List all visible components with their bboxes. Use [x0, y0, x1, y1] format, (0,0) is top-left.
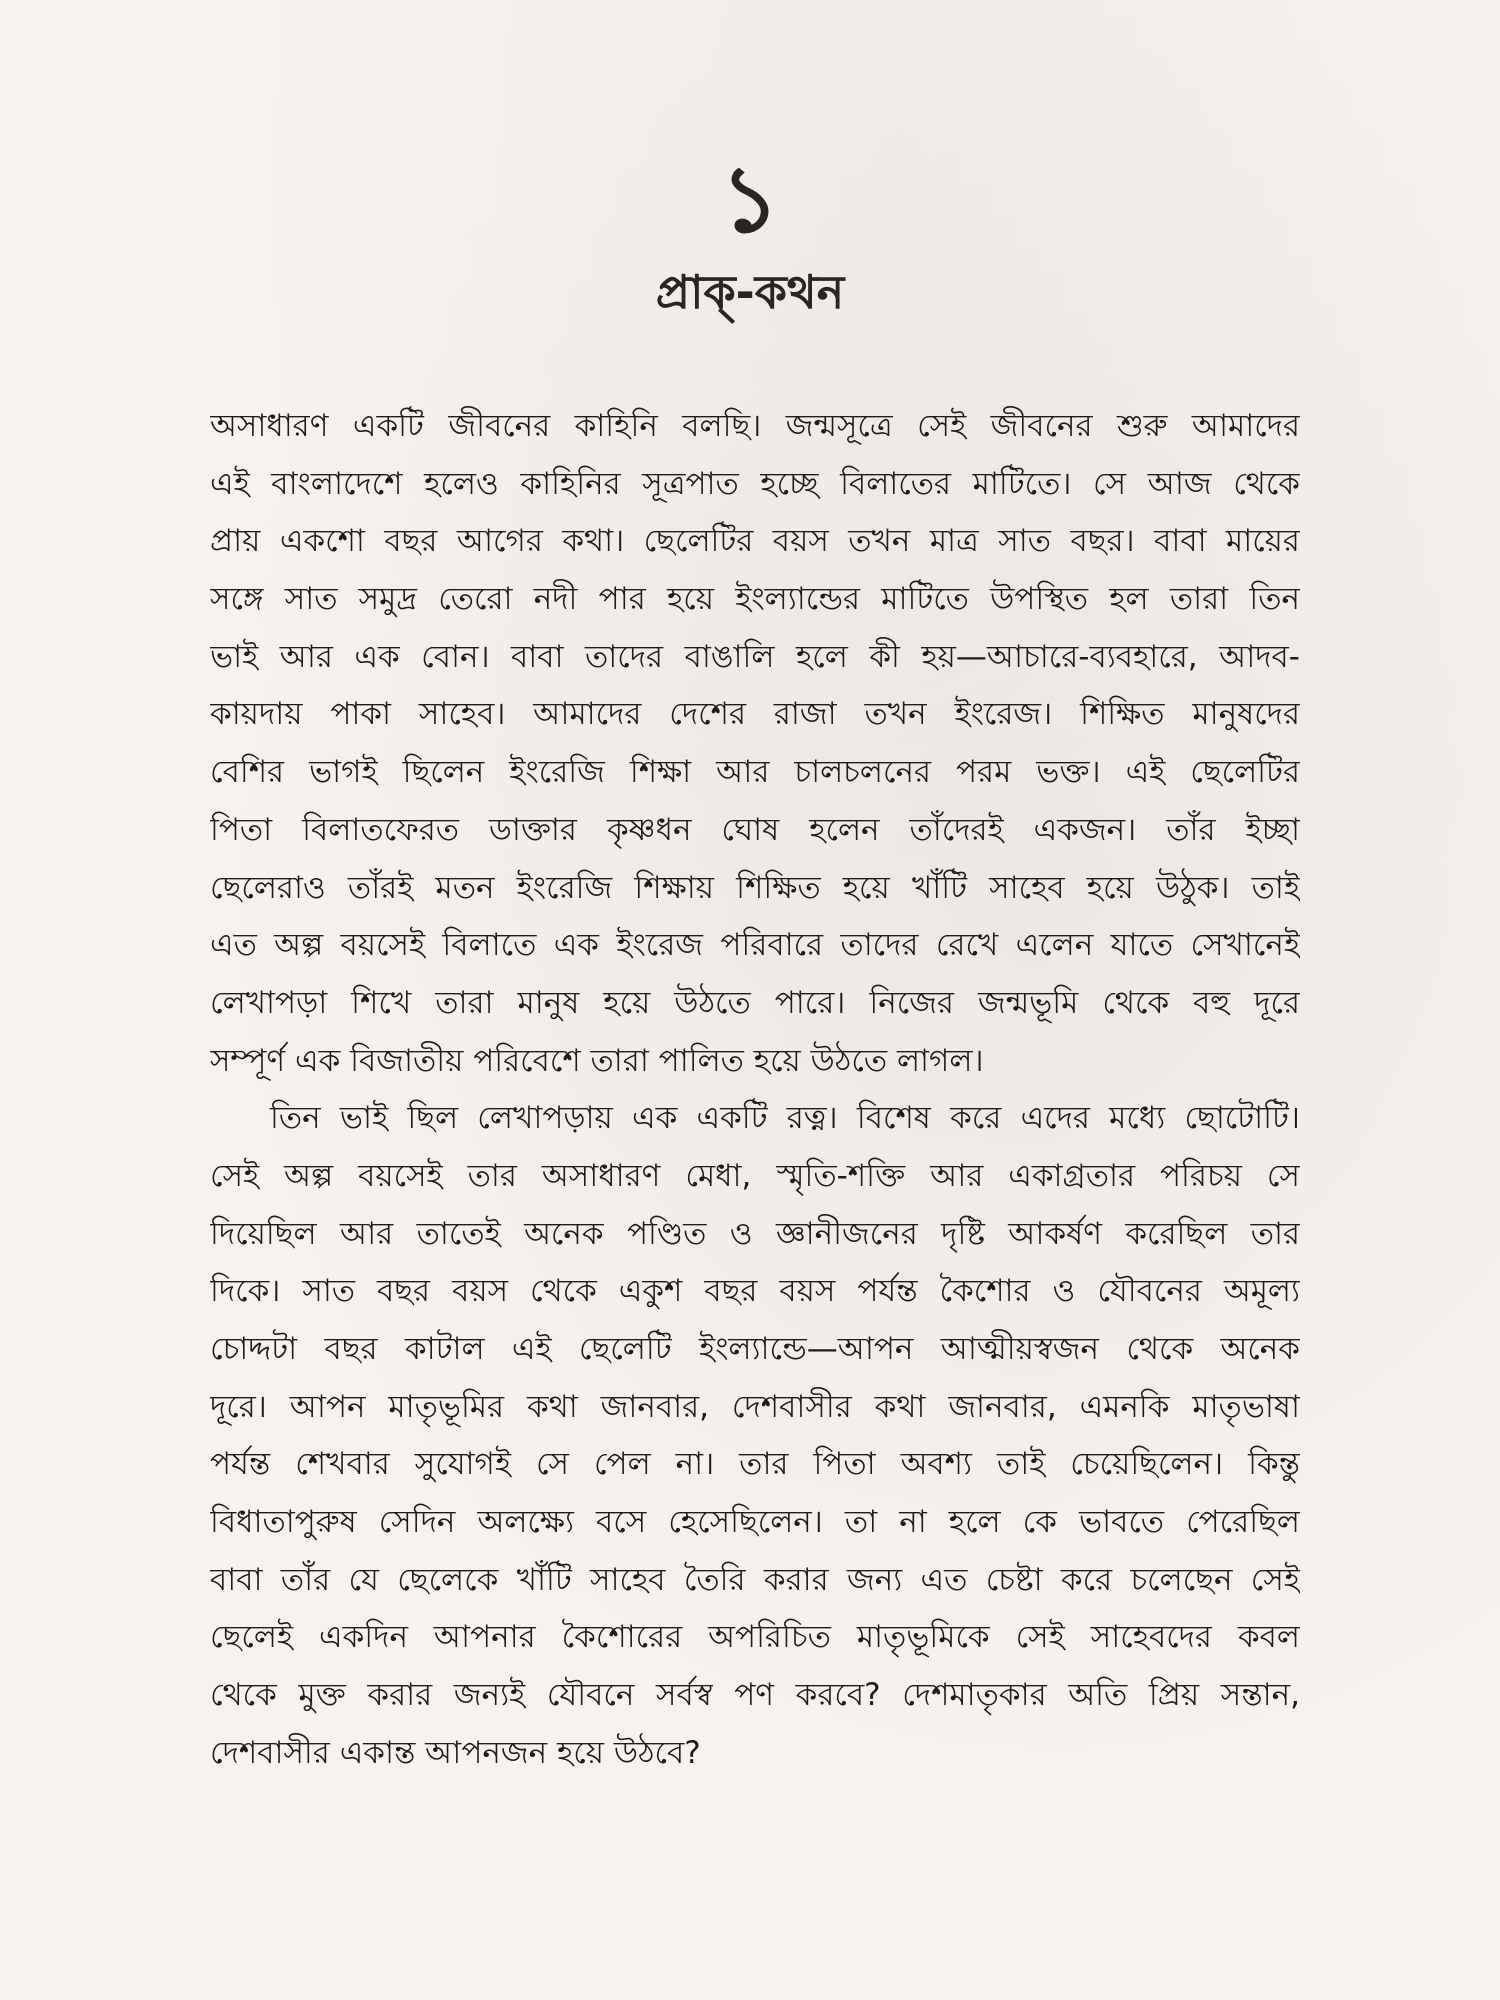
text-line: থেকে মুক্ত করার জন্যই যৌবনে সর্বস্ব পণ করবে? দেশমাতৃকার অতি প্রিয় সন্তান,: [210, 1677, 1300, 1714]
text-line: বেশির ভাগই ছিলেন ইংরেজি শিক্ষা আর চালচলনের পরম ভক্ত। এই ছেলেটির: [210, 754, 1300, 791]
text-line: এত অল্প বয়সেই বিলাতে এক ইংরেজ পরিবারে তাদের রেখে এলেন যাতে সেখানেই: [210, 927, 1300, 964]
text-line: লেখাপড়া শিখে তারা মানুষ হয়ে উঠতে পারে। নিজের জন্মভূমি থেকে বহু দূরে: [210, 984, 1300, 1021]
text-line: দূরে। আপন মাতৃভূমির কথা জানবার, দেশবাসীর কথা জানবার, এমনকি মাতৃভাষা: [210, 1388, 1300, 1425]
text-line: তিন ভাই ছিল লেখাপড়ায় এক একটি রত্ন। বিশেষ করে এদের মধ্যে ছোটোটি।: [270, 1100, 1300, 1137]
text-line: ছেলেই একদিন আপনার কৈশোরের অপরিচিত মাতৃভূমিকে সেই সাহেবদের কবল: [210, 1619, 1300, 1656]
text-line: পর্যন্ত শেখবার সুযোগই সে পেল না। তার পিতা অবশ্য তাই চেয়েছিলেন। কিন্তু: [210, 1446, 1300, 1483]
text-line: অসাধারণ একটি জীবনের কাহিনি বলছি। জন্মসূত্রে সেই জীবনের শুরু আমাদের: [210, 408, 1300, 444]
text-line: ভাই আর এক বোন। বাবা তাদের বাঙালি হলে কী হয়—আচারে-ব্যবহারে, আদব-: [210, 638, 1300, 675]
text-line: সম্পূর্ণ এক বিজাতীয় পরিবেশে তারা পালিত হয়ে উঠতে লাগল।: [210, 1042, 984, 1079]
chapter-number: ১: [720, 146, 780, 253]
text-line: পিতা বিলাতফেরত ডাক্তার কৃষ্ণধন ঘোষ হলেন তাঁদেরই একজন। তাঁর ইচ্ছা: [210, 811, 1300, 848]
text-line: দিকে। সাত বছর বয়স থেকে একুশ বছর বয়স পর্যন্ত কৈশোর ও যৌবনের অমূল্য: [210, 1273, 1300, 1310]
text-line: দেশবাসীর একান্ত আপনজন হয়ে উঠবে?: [210, 1734, 701, 1771]
text-line: ছেলেরাও তাঁরই মতন ইংরেজি শিক্ষায় শিক্ষিত হয়ে খাঁটি সাহেব হয়ে উঠুক। তাই: [210, 869, 1300, 906]
chapter-title: প্রাক্-কথন: [655, 265, 845, 319]
text-line: সঙ্গে সাত সমুদ্র তেরো নদী পার হয়ে ইংল্যান্ডের মাটিতে উপস্থিত হল তারা তিন: [210, 581, 1300, 618]
text-line: প্রায় একশো বছর আগের কথা। ছেলেটির বয়স তখন মাত্র সাত বছর। বাবা মায়ের: [210, 523, 1300, 560]
text-line: বাবা তাঁর যে ছেলেকে খাঁটি সাহেব তৈরি করার জন্য এত চেষ্টা করে চলেছেন সেই: [210, 1561, 1300, 1598]
paragraph-2: [210, 1090, 1300, 1782]
text-line: এই বাংলাদেশে হলেও কাহিনির সূত্রপাত হচ্ছে বিলাতের মাটিতে। সে আজ থেকে: [210, 465, 1300, 502]
text-line: সেই অল্প বয়সেই তার অসাধারণ মেধা, স্মৃতি-শক্তি আর একাগ্রতার পরিচয় সে: [210, 1157, 1300, 1194]
text-line: বিধাতাপুরুষ সেদিন অলক্ষ্যে বসে হেসেছিলেন। তা না হলে কে ভাবতে পেরেছিল: [210, 1504, 1300, 1541]
body-text: [210, 398, 1300, 1783]
paragraph-1: [210, 398, 1300, 1090]
text-line: চোদ্দটা বছর কাটাল এই ছেলেটি ইংল্যান্ডে—আপন আত্মীয়স্বজন থেকে অনেক: [210, 1331, 1300, 1367]
text-line: দিয়েছিল আর তাতেই অনেক পণ্ডিত ও জ্ঞানীজনের দৃষ্টি আকর্ষণ করেছিল তার: [210, 1215, 1300, 1252]
text-line: কায়দায় পাকা সাহেব। আমাদের দেশের রাজা তখন ইংরেজ। শিক্ষিত মানুষদের: [210, 696, 1300, 733]
